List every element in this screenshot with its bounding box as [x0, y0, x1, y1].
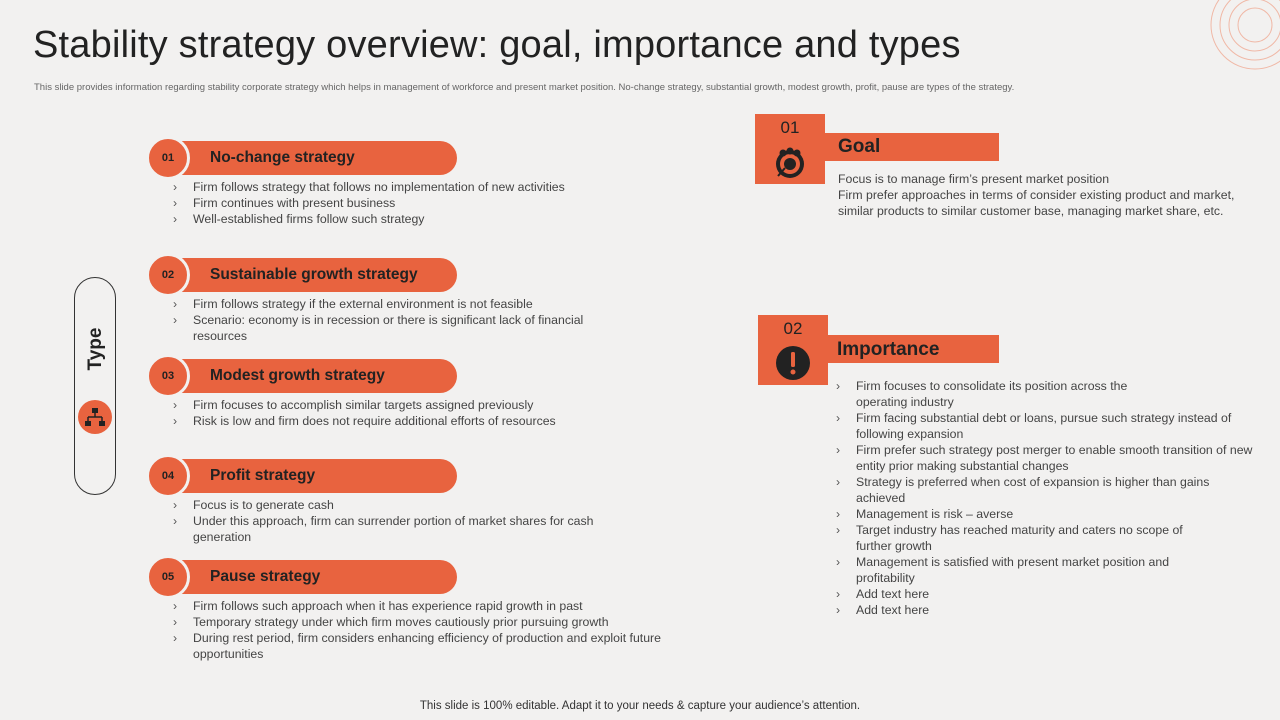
importance-number-box [758, 315, 828, 385]
strategy-bullets [173, 179, 713, 227]
list-item: › Firm follows such approach when it has experience rapid growth in past [173, 598, 713, 614]
strategy-title: Pause strategy [210, 568, 321, 585]
strategy-number: 04 [146, 454, 190, 498]
list-item: › Firm focuses to accomplish similar targets assigned previously [173, 397, 713, 413]
importance-bullets [836, 378, 1256, 618]
list-item: › During rest period, firm considers enhancing efficiency of production and exploit future opportunities [173, 630, 713, 662]
list-item: › Focus is to generate cash [173, 497, 613, 513]
importance-title: Importance [837, 339, 940, 360]
list-item: › Firm follows strategy if the external environment is not feasible [173, 296, 633, 312]
team-target-icon [772, 144, 808, 180]
strategy-number: 05 [146, 555, 190, 599]
strategy-number: 02 [146, 253, 190, 297]
strategy-bullets [173, 497, 613, 545]
goal-number: 01 [780, 118, 800, 137]
strategy-title: Modest growth strategy [210, 367, 385, 384]
list-item: › Firm facing substantial debt or loans, pursue such strategy instead of following expansion [836, 410, 1256, 442]
type-label: Type [85, 327, 106, 371]
strategy-title: No-change strategy [210, 149, 355, 166]
page-subtitle: This slide provides information regarding stability corporate strategy which helps in management of workforce and present market position. No-change strategy, substantial growth, modest growth, profit, pause are types of the strategy. [34, 82, 1015, 93]
concentric-circles-icon [1210, 0, 1280, 70]
page-title: Stability strategy overview: goal, importance and types [33, 24, 961, 66]
goal-number-box [755, 114, 825, 184]
strategy-bullets [173, 397, 713, 429]
list-item: › Well-established firms follow such strategy [173, 211, 713, 227]
strategy-number: 03 [146, 354, 190, 398]
list-item: › Firm focuses to consolidate its position across the operating industry [836, 378, 1256, 410]
strategy-title: Profit strategy [210, 467, 316, 484]
goal-band [800, 133, 999, 161]
list-item: › Management is satisfied with present market position and profitability [836, 554, 1256, 586]
importance-number: 02 [783, 319, 803, 338]
goal-line: Firm prefer approaches in terms of consider existing product and market, similar products to similar customer base, managing market share, etc. [838, 188, 1235, 218]
exclamation-icon [775, 345, 811, 381]
strategy-bullets [173, 598, 713, 662]
goal-title: Goal [838, 136, 881, 157]
goal-text [838, 171, 1248, 219]
list-item: › Under this approach, firm can surrender portion of market shares for cash generation [173, 513, 613, 545]
list-item: › Add text here [836, 586, 1256, 602]
list-item: › Add text here [836, 602, 1256, 618]
list-item: › Risk is low and firm does not require additional efforts of resources [173, 413, 713, 429]
hierarchy-icon [78, 400, 112, 434]
list-item: › Scenario: economy is in recession or there is significant lack of financial resources [173, 312, 633, 344]
list-item: › Management is risk – averse [836, 506, 1256, 522]
list-item: › Firm continues with present business [173, 195, 713, 211]
strategy-title: Sustainable growth strategy [210, 266, 418, 283]
strategy-bullets [173, 296, 633, 344]
list-item: › Strategy is preferred when cost of expansion is higher than gains achieved [836, 474, 1256, 506]
list-item: › Firm follows strategy that follows no implementation of new activities [173, 179, 713, 195]
list-item: › Target industry has reached maturity and caters no scope of further growth [836, 522, 1256, 554]
goal-line: Focus is to manage firm’s present market position [838, 172, 1110, 186]
list-item: › Firm prefer such strategy post merger to enable smooth transition of new entity prior making substantial changes [836, 442, 1256, 474]
list-item: › Temporary strategy under which firm moves cautiously prior pursuing growth [173, 614, 713, 630]
footer-note: This slide is 100% editable. Adapt it to your needs & capture your audience’s attention. [419, 700, 861, 712]
strategy-number: 01 [146, 136, 190, 180]
